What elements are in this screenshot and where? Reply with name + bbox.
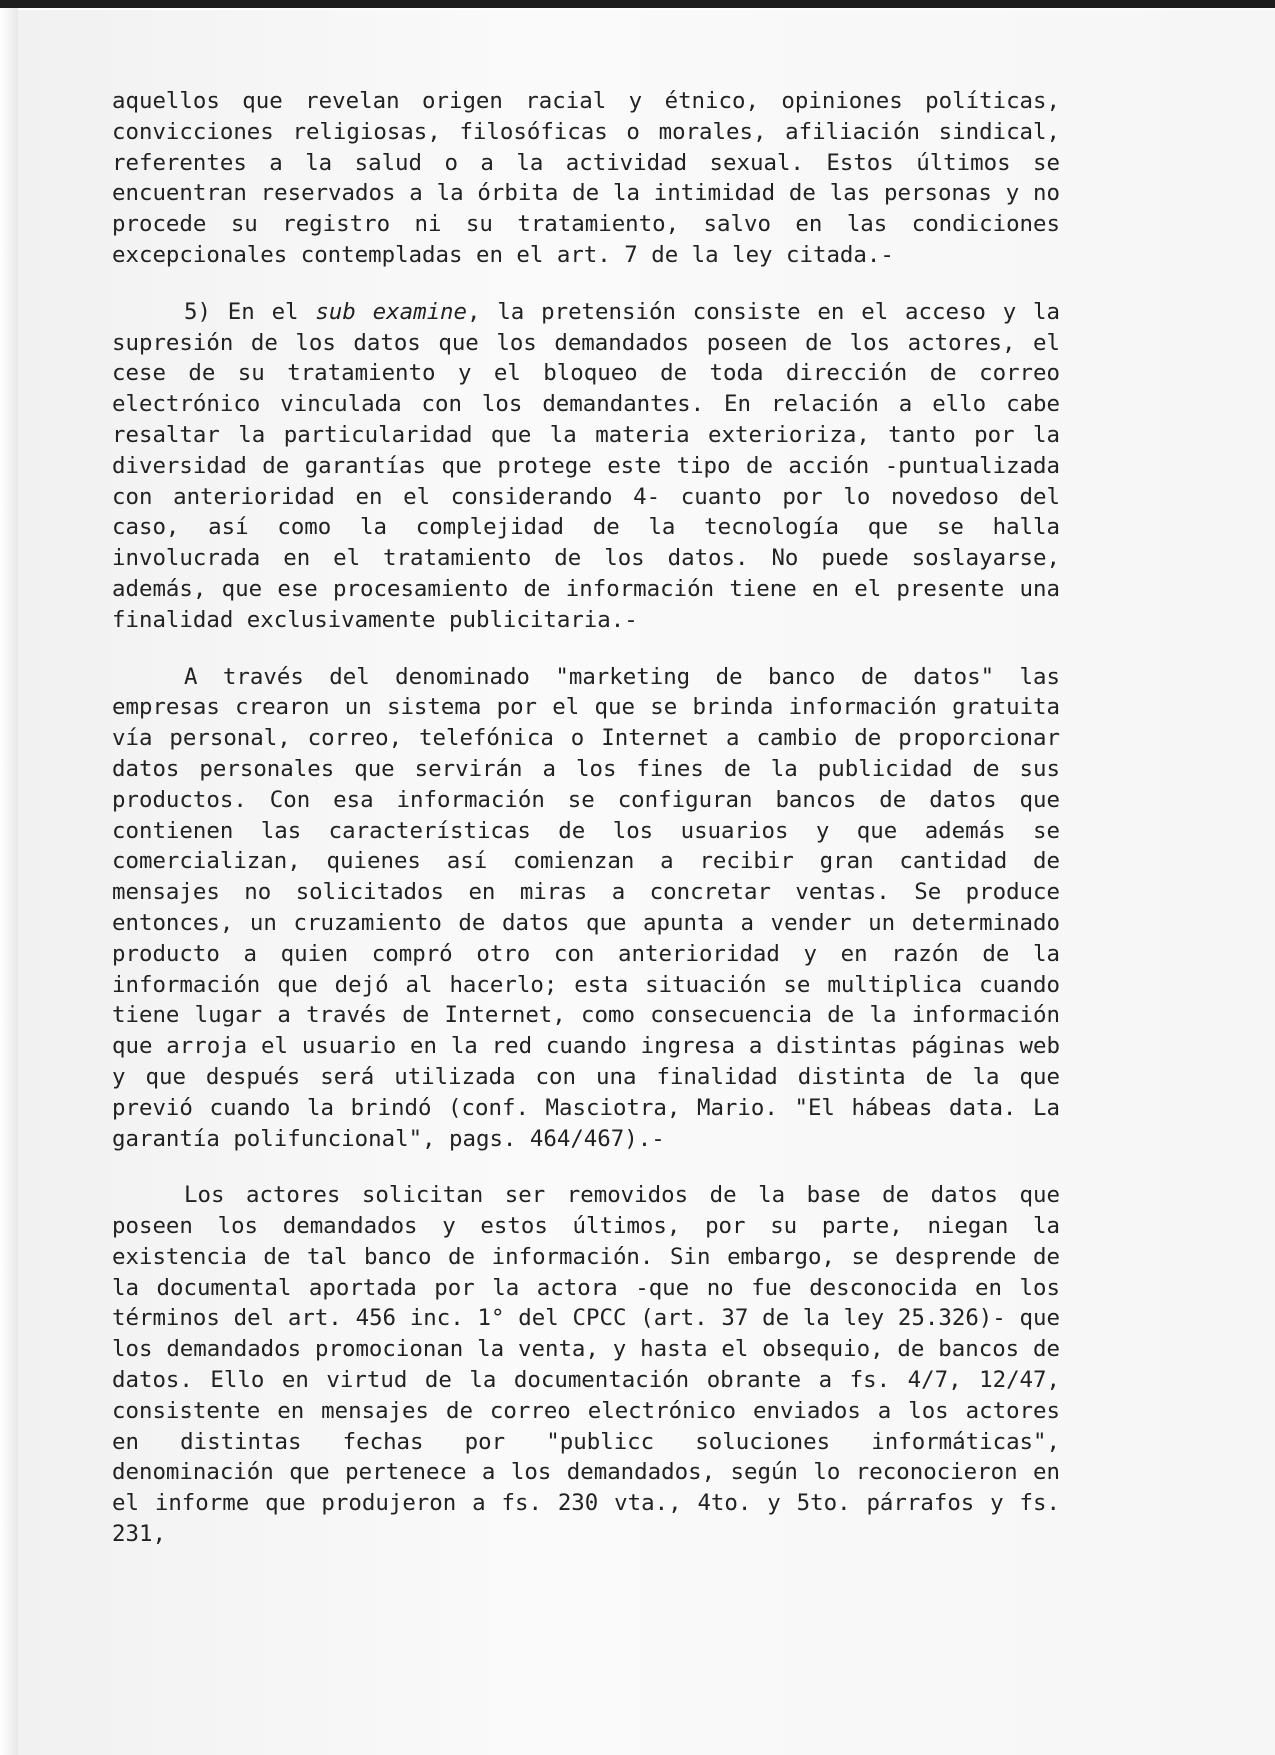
paragraph-3: A través del denominado "marketing de banco de datos" las empresas crearon un sistema por el que se brinda información gratuita vía personal, correo, telefónica o Internet a cambio de proporcionar datos personales que servirán a los fines de la publicidad de sus productos. Con esa información se configuran bancos de datos que contienen las características de los usuarios y que además se comercializan, quienes así comienzan a recibir gran cantidad de mensajes no solicitados en miras a concretar ventas. Se produce entonces, un cruzamiento de datos que apunta a vender un determinado producto a quien compró otro con anterioridad y en razón de la información que dejó al hacerlo; esta situación se multiplica cuando tiene lugar a través de Internet, como consecuencia de la información que arroja el usuario en la red cuando ingresa a distintas páginas web y que después será utilizada con una finalidad distinta de la que previó cuando la brindó (conf. Masciotra, Mario. "El hábeas data. La garantía polifuncional", pags. 464/467).- xyxy=(112,663,1060,1152)
document-body xyxy=(112,86,1060,1550)
scan-top-border xyxy=(0,0,1275,8)
paragraph-2-lead: 5) En el xyxy=(184,298,316,325)
paragraph-2 xyxy=(112,297,1060,636)
paragraph-2-body: , la pretensión consiste en el acceso y la supresión de los datos que los demandados poseen de los actores, el cese de su tratamiento y el bloqueo de toda dirección de correo electrónico vinculada con los demandantes. En relación a ello cabe resaltar la particularidad que la materia exterioriza, tanto por la diversidad de garantías que protege este tipo de acción -puntualizada con anterioridad en el considerando 4- cuanto por lo novedoso del caso, así como la complejidad de la tecnología que se halla involucrada en el tratamiento de los datos. No puede soslayarse, además, que ese procesamiento de información tiene en el presente una finalidad exclusivamente publicitaria.- xyxy=(112,298,1060,633)
paragraph-1: aquellos que revelan origen racial y étnico, opiniones políticas, convicciones religiosas, filosóficas o morales, afiliación sindical, referentes a la salud o a la actividad sexual. Estos últimos se encuentran reservados a la órbita de la intimidad de las personas y no procede su registro ni su tratamiento, salvo en las condiciones excepcionales contempladas en el art. 7 de la ley citada.- xyxy=(112,88,1060,268)
latin-term: sub examine xyxy=(315,298,468,325)
scan-left-border xyxy=(0,8,18,1755)
paragraph-4: Los actores solicitan ser removidos de la base de datos que poseen los demandados y estos últimos, por su parte, niegan la existencia de tal banco de información. Sin embargo, se desprende de la documental aportada por la actora -que no fue desconocida en los términos del art. 456 inc. 1° del CPCC (art. 37 de la ley 25.326)- que los demandados promocionan la venta, y hasta el obsequio, de bancos de datos. Ello en virtud de la documentación obrante a fs. 4/7, 12/47, consistente en mensajes de correo electrónico enviados a los actores en distintas fechas por "publicc soluciones informáticas", denominación que pertenece a los demandados, según lo reconocieron en el informe que produjeron a fs. 230 vta., 4to. y 5to. párrafos y fs. 231, xyxy=(112,1182,1060,1548)
